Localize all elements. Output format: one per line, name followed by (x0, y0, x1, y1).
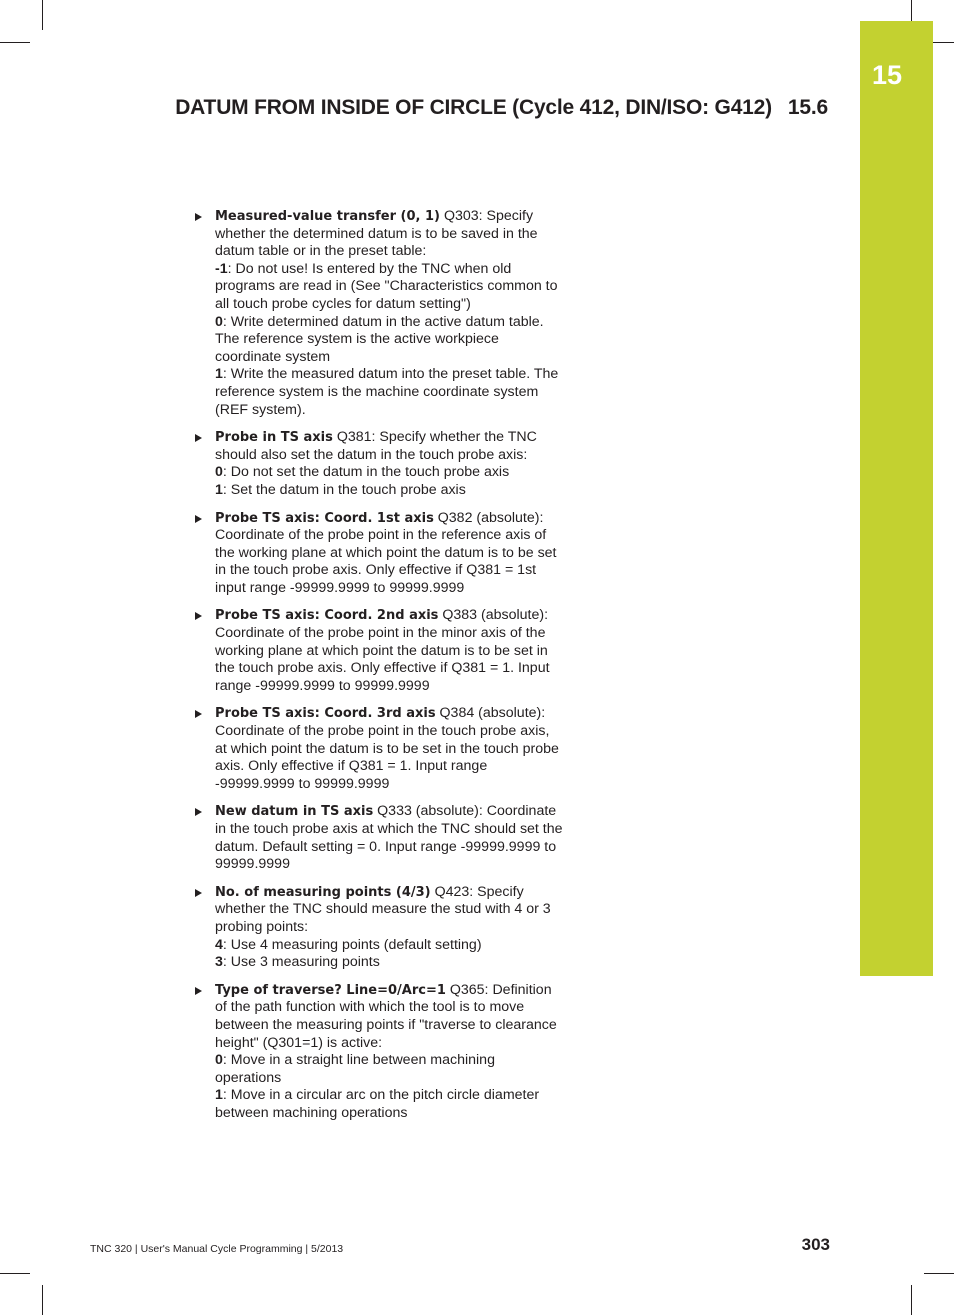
option-text: : Use 3 measuring points (222, 954, 380, 971)
parameter-item (193, 803, 563, 873)
parameter-description (215, 982, 563, 1052)
option-value: 0 (215, 313, 223, 330)
crop-mark (911, 1285, 912, 1315)
parameter-option (215, 1052, 563, 1087)
parameter-item (193, 607, 563, 695)
parameter-name: Probe TS axis: Coord. 3rd axis (215, 706, 436, 722)
crop-mark (924, 1273, 954, 1274)
header-section: 15.6 (787, 96, 828, 119)
parameter-description (215, 705, 563, 793)
parameter-option (215, 314, 563, 367)
parameter-item (193, 982, 563, 1123)
parameter-option (215, 1087, 563, 1122)
parameter-desc-text: Q333 (absolute): Coordinate in the touch probe axis at which the TNC should set the datum. Default setting = 0. Input range -99999.9999 to 99999.9999 (215, 803, 563, 873)
option-value: 0 (215, 1052, 223, 1069)
parameter-desc-text: Q303: Specify whether the determined datum is to be saved in the datum table or in the preset table: (215, 208, 538, 260)
parameter-item (193, 705, 563, 793)
footer-text: TNC 320 | User's Manual Cycle Programming | 5/2013 (90, 1243, 344, 1255)
crop-mark (0, 1273, 30, 1274)
parameter-option (215, 261, 563, 314)
header-title: DATUM FROM INSIDE OF CIRCLE (Cycle 412, DIN/ISO: G412) (175, 96, 772, 119)
parameter-description (215, 510, 563, 598)
option-value: 1 (215, 366, 223, 383)
parameter-name: Probe in TS axis (215, 430, 333, 446)
parameter-option (215, 464, 563, 482)
parameter-name: No. of measuring points (4/3) (215, 884, 431, 900)
option-value: 3 (215, 954, 223, 971)
chapter-number: 15 (872, 60, 903, 90)
option-value: 1 (215, 481, 223, 498)
bullet-arrow-icon (195, 808, 202, 816)
bullet-arrow-icon (195, 213, 202, 221)
parameter-description (215, 208, 563, 261)
parameter-name: New datum in TS axis (215, 804, 374, 820)
parameter-description (215, 803, 563, 873)
parameter-description (215, 884, 563, 937)
parameter-item (193, 429, 563, 499)
bullet-arrow-icon (195, 889, 202, 897)
option-text: : Set the datum in the touch probe axis (222, 481, 466, 498)
parameter-desc-text: Q383 (absolute): Coordinate of the probe point in the minor axis of the working plane at which point the datum is to be set in the touch probe axis. Only effective if Q381 = 1. Input range -99999.9999 to 99999.9999 (215, 607, 550, 694)
bullet-arrow-icon (195, 515, 202, 523)
parameter-desc-text: Q381: Specify whether the TNC should also set the datum in the touch probe axis: (215, 429, 537, 463)
parameter-name: Probe TS axis: Coord. 2nd axis (215, 608, 439, 624)
parameter-description (215, 429, 563, 464)
crop-mark (42, 1285, 43, 1315)
bullet-arrow-icon (195, 434, 202, 442)
option-text: : Move in a circular arc on the pitch circle diameter between machining operations (215, 1087, 540, 1121)
parameter-description (215, 607, 563, 695)
option-text: : Write the measured datum into the preset table. The reference system is the machine coordinate system (REF system). (215, 366, 559, 418)
option-value: 4 (215, 936, 223, 953)
parameter-desc-text: Q382 (absolute): Coordinate of the probe point in the reference axis of the working plane at which point the datum is to be set in the touch probe axis. Only effective if Q381 = 1st input range -99999.9999 to 99999.9999 (215, 509, 557, 596)
option-value: -1 (215, 260, 228, 277)
parameter-option (215, 482, 563, 500)
parameter-name: Measured-value transfer (0, 1) (215, 209, 440, 224)
parameter-name: Probe TS axis: Coord. 1st axis (215, 510, 434, 526)
bullet-arrow-icon (195, 612, 202, 620)
parameter-item (193, 510, 563, 598)
parameter-option (215, 954, 563, 972)
parameter-desc-text: Q365: Definition of the path function with which the tool is to move between the measuring points if "traverse to clearance height" (Q301=1) is active: (215, 981, 557, 1051)
parameter-option (215, 937, 563, 955)
parameter-list (193, 208, 563, 1133)
chapter-tab (860, 21, 933, 976)
parameter-option (215, 366, 563, 419)
bullet-arrow-icon (195, 710, 202, 718)
option-text: : Do not use! Is entered by the TNC when old programs are read in (See "Characteristics common to all touch probe cycles for datum setting") (215, 260, 558, 312)
option-text: : Move in a straight line between machining operations (215, 1052, 495, 1086)
page-header (175, 96, 828, 120)
crop-mark (0, 42, 30, 43)
parameter-item (193, 208, 563, 419)
parameter-desc-text: Q384 (absolute): Coordinate of the probe point in the touch probe axis, at which point the datum is to be set in the touch probe axis. Only effective if Q381 = 1. Input range -99999.9999 to 99999.9999 (215, 705, 559, 792)
option-value: 1 (215, 1087, 223, 1104)
parameter-desc-text: Q423: Specify whether the TNC should measure the stud with 4 or 3 probing points: (215, 883, 551, 935)
option-text: : Use 4 measuring points (default setting) (222, 936, 482, 953)
option-text: : Do not set the datum in the touch probe axis (222, 464, 510, 481)
page-number: 303 (801, 1235, 830, 1254)
option-value: 0 (215, 464, 223, 481)
bullet-arrow-icon (195, 987, 202, 995)
parameter-name: Type of traverse? Line=0/Arc=1 (215, 982, 446, 998)
crop-mark (42, 0, 43, 30)
parameter-item (193, 884, 563, 972)
option-text: : Write determined datum in the active datum table. The reference system is the active workpiece coordinate system (215, 313, 544, 365)
